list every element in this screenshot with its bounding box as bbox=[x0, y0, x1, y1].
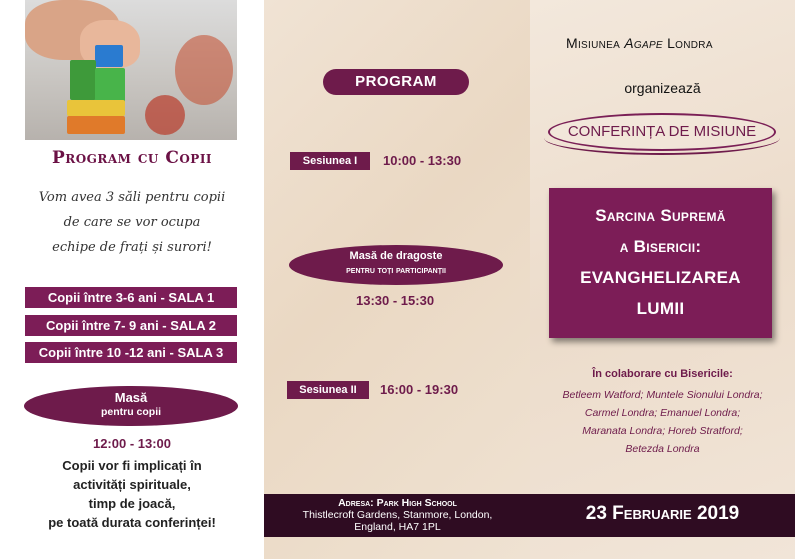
address-line-3: England, HA7 1PL bbox=[354, 521, 441, 533]
room-2-bar: Copii între 7- 9 ani - SALA 2 bbox=[25, 315, 237, 336]
address-label: Adresa: bbox=[338, 497, 377, 509]
theme-box bbox=[549, 188, 772, 338]
date-day: 23 bbox=[585, 503, 613, 524]
blurred-toy bbox=[175, 35, 233, 105]
event-date bbox=[530, 503, 795, 525]
orange-brick bbox=[67, 116, 125, 134]
session-2-label: Sesiunea II bbox=[287, 381, 369, 399]
lunch-oval bbox=[289, 245, 503, 285]
mission-name bbox=[566, 35, 713, 51]
organizes-text: organizează bbox=[624, 80, 701, 96]
blue-brick bbox=[95, 45, 123, 67]
closing-line-2: activități spirituale, bbox=[73, 477, 191, 492]
green-brick-2 bbox=[95, 68, 125, 104]
date-year: 2019 bbox=[691, 503, 740, 524]
session-1-time: 10:00 - 13:30 bbox=[383, 153, 462, 168]
session-1-label: Sesiunea I bbox=[290, 152, 370, 170]
collab-line-1: Betleem Watford; Muntele Sionului Londra; bbox=[562, 389, 763, 401]
intro-line-1: Vom avea 3 săli pentru copii bbox=[38, 190, 226, 205]
yellow-brick bbox=[67, 100, 125, 116]
blurred-toy-2 bbox=[145, 95, 185, 135]
address-venue: Park High School bbox=[376, 497, 457, 509]
kids-closing-text bbox=[0, 456, 264, 532]
address-line-2: Thistlecroft Gardens, Stanmore, London, bbox=[302, 509, 493, 521]
theme-line-1: Sarcina Supremă bbox=[595, 206, 726, 225]
collab-line-2: Carmel Londra; Emanuel Londra; bbox=[584, 407, 741, 419]
intro-line-3: echipe de frați și surori! bbox=[52, 240, 212, 255]
room-3-bar: Copii între 10 -12 ani - SALA 3 bbox=[25, 342, 237, 363]
program-label: PROGRAM bbox=[323, 69, 469, 95]
collab-line-3: Maranata Londra; Horeb Stratford; bbox=[582, 425, 743, 437]
kids-meal-line1: Masă bbox=[114, 390, 148, 405]
session-2-time: 16:00 - 19:30 bbox=[380, 382, 459, 397]
closing-line-3: timp de joacă, bbox=[88, 496, 176, 511]
green-brick bbox=[70, 60, 96, 100]
theme-line-4: LUMII bbox=[636, 299, 685, 318]
conference-title-oval: CONFERINȚA DE MISIUNE bbox=[548, 113, 776, 151]
mission-part2: Agape bbox=[624, 35, 663, 51]
mission-part3: Londra bbox=[662, 35, 713, 51]
children-toy-bricks-photo bbox=[25, 0, 237, 140]
theme-line-3: EVANGHELIZAREA bbox=[580, 268, 741, 287]
lunch-line1: Masă de dragoste bbox=[349, 250, 443, 262]
kids-meal-time: 12:00 - 13:00 bbox=[92, 436, 172, 451]
closing-line-1: Copii vor fi implicați în bbox=[62, 458, 202, 473]
kids-meal-line2: pentru copii bbox=[100, 406, 162, 418]
closing-line-4: pe toată durata conferinței! bbox=[48, 515, 216, 530]
intro-line-2: de care se vor ocupa bbox=[63, 215, 201, 230]
date-month: Februarie bbox=[612, 503, 692, 524]
collab-line-4: Betezda Londra bbox=[625, 443, 700, 455]
room-1-bar: Copii între 3-6 ani - SALA 1 bbox=[25, 287, 237, 308]
lunch-line2: pentru toți participanții bbox=[346, 265, 446, 276]
lunch-time: 13:30 - 15:30 bbox=[356, 293, 435, 308]
mission-part1: Misiunea bbox=[566, 35, 625, 51]
theme-line-2: a Bisericii: bbox=[619, 237, 702, 256]
address-block bbox=[270, 497, 525, 533]
kids-meal-oval bbox=[24, 386, 238, 426]
collaboration-heading: În colaborare cu Bisericile: bbox=[592, 368, 733, 380]
kids-program-title: Program cu Copii bbox=[51, 148, 213, 168]
